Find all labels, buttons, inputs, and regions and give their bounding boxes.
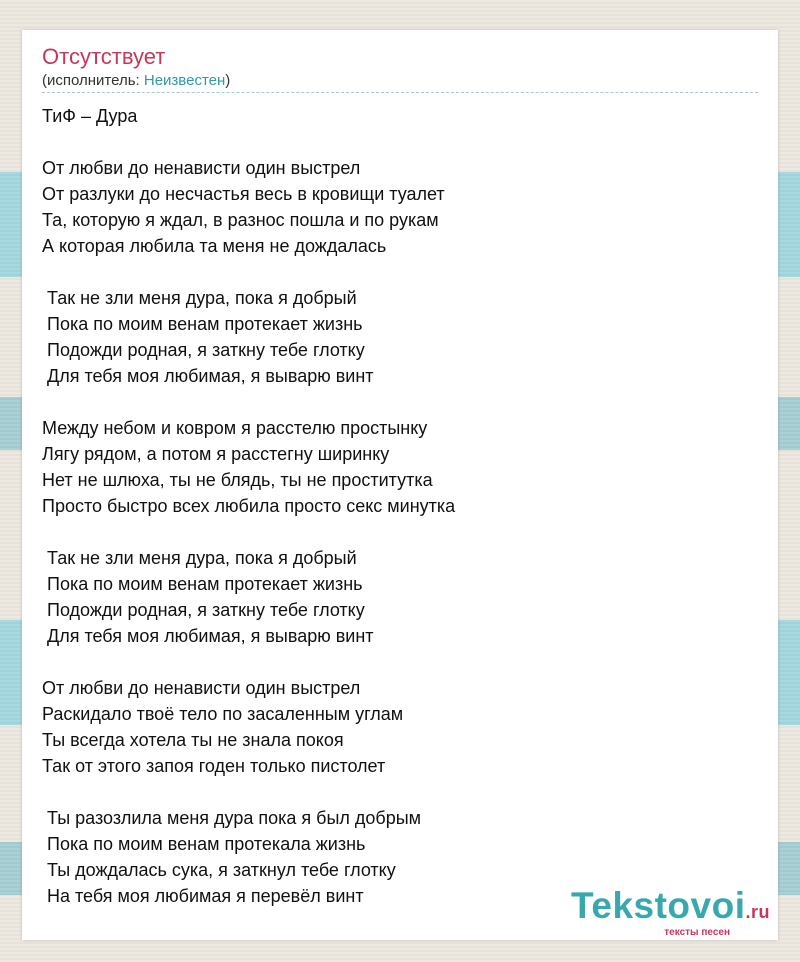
lyric-line: На тебя моя любимая я перевёл винт xyxy=(42,886,364,906)
lyric-line: Подожди родная, я заткну тебе глотку xyxy=(42,340,365,360)
artist-prefix: (исполнитель: xyxy=(42,72,144,89)
lyric-line xyxy=(42,259,762,285)
lyric-line: Ты всегда хотела ты не знала покоя xyxy=(42,730,344,750)
lyric-line: Так не зли меня дура, пока я добрый xyxy=(42,288,357,308)
lyric-line: От разлуки до несчастья весь в кровищи туалет xyxy=(42,184,445,204)
site-logo[interactable] xyxy=(571,887,770,938)
lyric-line: Пока по моим венам протекала жизнь xyxy=(42,834,366,854)
song-title: Отсутствует xyxy=(42,44,166,69)
lyric-line xyxy=(42,519,762,545)
lyrics-text xyxy=(42,103,762,909)
lyric-line: ТиФ – Дура xyxy=(42,106,138,126)
lyric-line: От любви до ненависти один выстрел xyxy=(42,158,361,178)
lyrics-card xyxy=(22,30,778,940)
lyric-line: Для тебя моя любимая, я выварю винт xyxy=(42,366,374,386)
artist-link[interactable]: Неизвестен xyxy=(143,72,226,89)
logo-tld: .ru xyxy=(745,902,770,922)
lyric-line: Подожди родная, я заткну тебе глотку xyxy=(42,600,365,620)
lyric-line: Ты дождалась сука, я заткнул тебе глотку xyxy=(42,860,396,880)
lyric-line: Пока по моим венам протекает жизнь xyxy=(42,574,363,594)
lyric-line: А которая любила та меня не дождалась xyxy=(42,236,387,256)
lyric-line xyxy=(42,129,762,155)
lyric-line: Та, которую я ждал, в разнос пошла и по рукам xyxy=(42,210,439,230)
lyric-line: Так от этого запоя годен только пистолет xyxy=(42,756,386,776)
logo-name: Tekstovoi xyxy=(571,885,746,926)
divider xyxy=(42,92,758,93)
lyric-line: Так не зли меня дура, пока я добрый xyxy=(42,548,357,568)
lyric-line: От любви до ненависти один выстрел xyxy=(42,678,361,698)
lyric-line xyxy=(42,649,762,675)
logo-tagline: тексты песен xyxy=(664,927,730,938)
lyric-line xyxy=(42,389,762,415)
artist-suffix: ) xyxy=(225,72,231,89)
lyric-line: Просто быстро всех любила просто секс минутка xyxy=(42,496,456,516)
artist-line xyxy=(42,72,230,90)
lyric-line: Раскидало твоё тело по засаленным углам xyxy=(42,704,404,724)
lyric-line: Ты разозлила меня дура пока я был добрым xyxy=(42,808,422,828)
lyric-line: Лягу рядом, а потом я расстегну ширинку xyxy=(42,444,390,464)
lyric-line: Для тебя моя любимая, я выварю винт xyxy=(42,626,374,646)
lyric-line xyxy=(42,779,762,805)
logo-wordmark xyxy=(571,887,770,931)
lyric-line: Пока по моим венам протекает жизнь xyxy=(42,314,363,334)
lyric-line: Между небом и ковром я расстелю простынку xyxy=(42,418,428,438)
lyric-line: Нет не шлюха, ты не блядь, ты не проститутка xyxy=(42,470,433,490)
